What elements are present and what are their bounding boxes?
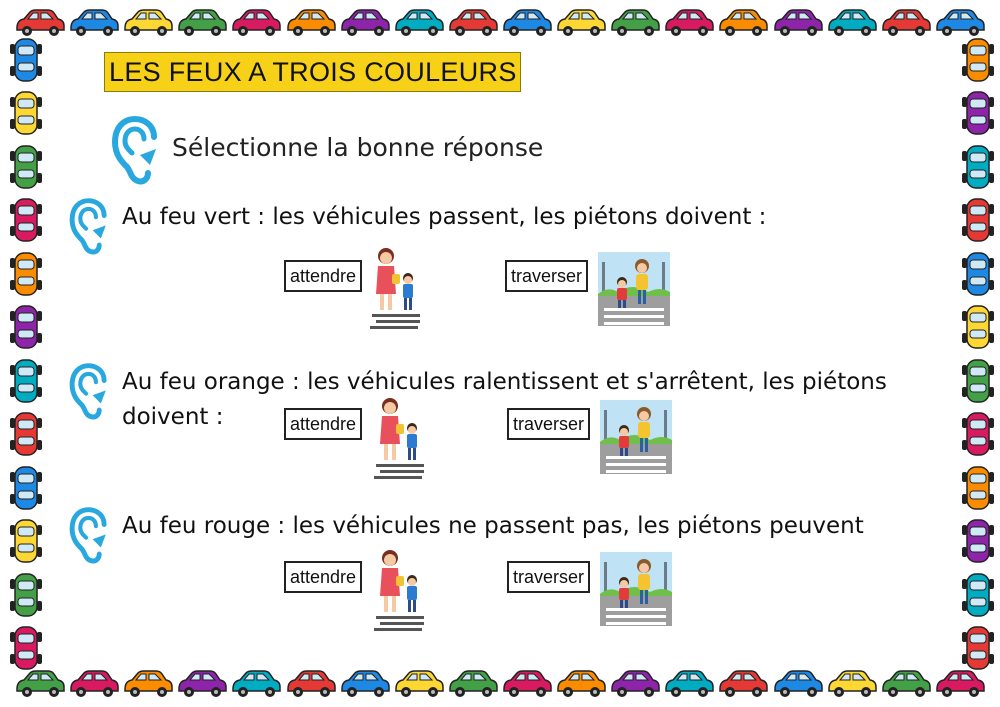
question-2-text: Au feu orange : les véhicules ralentissent et s'arrêtent, les piétons doivent : bbox=[122, 369, 887, 430]
instruction-text: Sélectionne la bonne réponse bbox=[172, 132, 544, 162]
car-icon bbox=[6, 143, 46, 191]
car-icon bbox=[6, 196, 46, 244]
car-icon bbox=[122, 6, 174, 38]
car-icon bbox=[393, 6, 445, 38]
ear-icon[interactable] bbox=[68, 362, 114, 422]
question-1-text: Au feu vert : les véhicules passent, les piétons doivent : bbox=[122, 204, 767, 230]
car-icon bbox=[501, 667, 553, 699]
car-icon bbox=[958, 89, 998, 137]
ear-icon[interactable] bbox=[110, 115, 166, 187]
car-icon bbox=[958, 517, 998, 565]
ear-icon[interactable] bbox=[68, 506, 114, 566]
car-icon bbox=[555, 6, 607, 38]
car-icon bbox=[68, 6, 120, 38]
car-icon bbox=[826, 667, 878, 699]
car-icon bbox=[958, 464, 998, 512]
question-1 bbox=[68, 197, 948, 257]
car-icon bbox=[717, 667, 769, 699]
car-icon bbox=[393, 667, 445, 699]
car-icon bbox=[609, 667, 661, 699]
q1-attendre-button[interactable]: attendre bbox=[284, 260, 362, 292]
car-icon bbox=[285, 6, 337, 38]
car-icon bbox=[6, 36, 46, 84]
car-border-bottom bbox=[14, 667, 986, 701]
car-icon bbox=[176, 6, 228, 38]
q2-attendre-button[interactable]: attendre bbox=[284, 408, 362, 440]
car-icon bbox=[501, 6, 553, 38]
car-icon bbox=[6, 517, 46, 565]
car-icon bbox=[609, 6, 661, 38]
car-icon bbox=[6, 624, 46, 672]
children-crossing-image bbox=[600, 552, 672, 626]
q2-traverser-button[interactable]: traverser bbox=[507, 408, 590, 440]
car-icon bbox=[122, 667, 174, 699]
car-icon bbox=[14, 6, 66, 38]
car-icon bbox=[663, 6, 715, 38]
car-icon bbox=[958, 36, 998, 84]
car-border-left bbox=[6, 36, 46, 672]
car-icon bbox=[880, 6, 932, 38]
page-title: LES FEUX A TROIS COULEURS bbox=[104, 52, 521, 92]
car-icon bbox=[68, 667, 120, 699]
car-icon bbox=[880, 667, 932, 699]
car-icon bbox=[6, 89, 46, 137]
car-icon bbox=[958, 196, 998, 244]
car-icon bbox=[934, 6, 986, 38]
children-crossing-image bbox=[598, 252, 670, 326]
car-icon bbox=[176, 667, 228, 699]
car-icon bbox=[6, 464, 46, 512]
car-border-right bbox=[958, 36, 998, 672]
car-icon bbox=[447, 667, 499, 699]
car-icon bbox=[717, 6, 769, 38]
car-icon bbox=[958, 624, 998, 672]
q1-traverser-button[interactable]: traverser bbox=[505, 260, 588, 292]
instruction-row bbox=[110, 115, 543, 187]
mother-child-waiting-image bbox=[368, 244, 424, 330]
car-icon bbox=[958, 571, 998, 619]
car-icon bbox=[339, 6, 391, 38]
children-crossing-image bbox=[600, 400, 672, 474]
car-icon bbox=[230, 667, 282, 699]
question-3-text: Au feu rouge : les véhicules ne passent pas, les piétons peuvent bbox=[122, 513, 864, 539]
car-icon bbox=[826, 6, 878, 38]
car-icon bbox=[958, 303, 998, 351]
car-icon bbox=[663, 667, 715, 699]
car-icon bbox=[958, 250, 998, 298]
q3-traverser-button[interactable]: traverser bbox=[507, 561, 590, 593]
car-icon bbox=[285, 667, 337, 699]
q3-attendre-button[interactable]: attendre bbox=[284, 561, 362, 593]
car-icon bbox=[6, 357, 46, 405]
mother-child-waiting-image bbox=[372, 546, 428, 632]
car-icon bbox=[772, 6, 824, 38]
car-icon bbox=[772, 667, 824, 699]
car-icon bbox=[230, 6, 282, 38]
car-icon bbox=[447, 6, 499, 38]
car-icon bbox=[6, 303, 46, 351]
car-icon bbox=[6, 571, 46, 619]
mother-child-waiting-image bbox=[372, 394, 428, 480]
car-icon bbox=[339, 667, 391, 699]
car-icon bbox=[6, 250, 46, 298]
car-icon bbox=[555, 667, 607, 699]
question-3 bbox=[68, 506, 948, 566]
car-icon bbox=[958, 143, 998, 191]
car-icon bbox=[6, 410, 46, 458]
car-border-top bbox=[14, 6, 986, 40]
ear-icon[interactable] bbox=[68, 197, 114, 257]
